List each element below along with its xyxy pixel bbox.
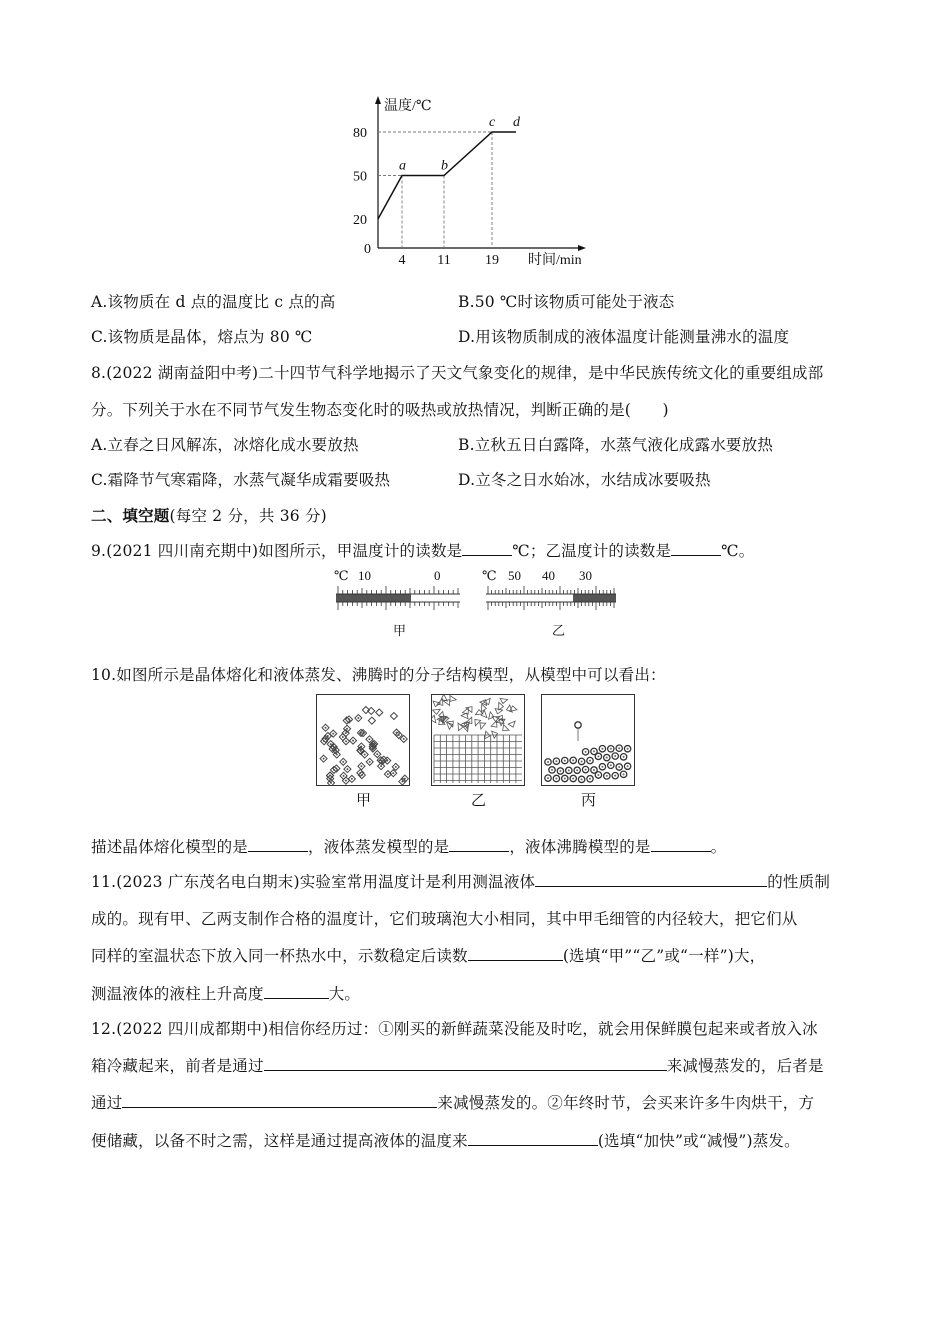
q11-line4: [91, 982, 360, 1004]
q12-text-3a: 通过: [91, 1094, 123, 1112]
q7-option-a: A.该物质在 d 点的温度比 c 点的高: [91, 293, 336, 311]
model-caption-yi: 乙: [471, 791, 487, 809]
model-bing: [541, 694, 635, 786]
model-yi: [431, 694, 525, 786]
q10-text-d: 。: [710, 838, 727, 856]
q11-text-3a: 同样的室温状态下放入同一杯热水中，示数稳定后读数: [91, 947, 468, 965]
thermo-yi-unit: ℃: [482, 568, 497, 583]
q11-text-1a: 11.(2023 广东茂名电白期末)实验室常用温度计是利用测温液体: [91, 873, 536, 891]
y-tick-label: 20: [353, 213, 367, 228]
q11-text-1b: 的性质制: [767, 873, 831, 891]
q12-line3: [91, 1091, 814, 1113]
q11-line3: [91, 944, 765, 966]
thermo-yi-label-50: 50: [508, 568, 521, 583]
origin-label: 0: [364, 242, 371, 257]
y-tick-label: 80: [353, 126, 367, 141]
model-caption-jia: 甲: [356, 791, 372, 809]
q11-line1: [91, 870, 830, 892]
point-label-a: a: [399, 158, 406, 174]
q11-blank-3[interactable]: [264, 983, 329, 999]
q8-option-b: B.立秋五日白露降，水蒸气液化成露水要放热: [458, 436, 774, 454]
q9-text-b: ℃；乙温度计的读数是: [512, 542, 672, 560]
thermo-jia-unit: ℃: [334, 568, 349, 583]
thermo-yi-caption: 乙: [552, 623, 566, 638]
q10-text-a: 描述晶体熔化模型的是: [91, 838, 249, 856]
q12-line1: 12.(2022 四川成都期中)相信你经历过：①刚买的新鲜蔬菜没能及时吃，就会用保鲜膜包起来或者放入冰: [91, 1020, 818, 1038]
point-label-c: c: [489, 115, 496, 130]
q7-option-b: B.50 ℃时该物质可能处于液态: [458, 293, 675, 311]
q11-text-3b: (选填“甲”“乙”或“一样”)大，: [562, 947, 766, 965]
q11-text-4a: 测温液体的液柱上升高度: [91, 985, 264, 1003]
q9-blank-2[interactable]: [671, 540, 721, 556]
q11-line2: 成的。现有甲、乙两支制作合格的温度计，它们玻璃泡大小相同，其中甲毛细管的内径较大，把它们从: [91, 910, 798, 928]
thermo-yi-liquid: [573, 594, 616, 602]
q12-text-2b: 来减慢蒸发的，后者是: [666, 1057, 824, 1075]
y-tick-label: 50: [353, 169, 367, 185]
q8-option-a: A.立春之日风解冻，冰熔化成水要放热: [91, 436, 359, 454]
q11-blank-1[interactable]: [535, 871, 767, 887]
x-axis-label: 时间/min: [528, 253, 582, 268]
q10-answer-line: [91, 835, 726, 857]
thermo-jia-liquid: [336, 594, 411, 602]
model-caption-bing: 丙: [581, 791, 597, 809]
point-label-d: d: [513, 115, 520, 130]
q12-text-3b: 来减慢蒸发的。②年终时节，会买来许多牛肉烘干，方: [437, 1094, 815, 1112]
q10-blank-2[interactable]: [449, 836, 509, 852]
q10-text-c: ，液体沸腾模型的是: [509, 838, 651, 856]
section-title: [91, 504, 327, 526]
q9-stem: [91, 539, 754, 561]
q11-blank-2[interactable]: [468, 945, 563, 961]
q10-blank-1[interactable]: [248, 836, 308, 852]
q10-stem: 10.如图所示是晶体熔化和液体蒸发、沸腾时的分子结构模型，从模型中可以看出：: [91, 666, 666, 684]
thermo-yi-label-40: 40: [542, 568, 555, 583]
thermometer-yi: [480, 565, 620, 645]
q10-text-b: ，液体蒸发模型的是: [308, 838, 450, 856]
q12-blank-1[interactable]: [264, 1055, 667, 1071]
thermo-yi-label-30: 30: [579, 568, 592, 583]
thermometer-jia: [330, 565, 465, 645]
q12-line2: [91, 1054, 824, 1076]
x-tick-label: 19: [485, 253, 499, 268]
q12-blank-2[interactable]: [122, 1092, 437, 1108]
q7-option-d: D.用该物质制成的液体温度计能测量沸水的温度: [458, 328, 790, 346]
q11-text-4b: 大。: [328, 985, 361, 1003]
q9-text-c: ℃。: [721, 542, 755, 560]
q12-blank-3[interactable]: [468, 1130, 598, 1146]
section-title-main: 二、填空题: [91, 506, 170, 525]
q12-text-2a: 箱冷藏起来，前者是通过: [91, 1057, 264, 1075]
q10-blank-3[interactable]: [651, 836, 711, 852]
y-axis-label: 温度/℃: [384, 99, 432, 114]
q9-text-a: 9.(2021 四川南充期中)如图所示，甲温度计的读数是: [91, 542, 463, 560]
q8-stem-line2: 分。下列关于水在不同节气发生物态变化时的吸热或放热情况，判断正确的是( ): [91, 401, 669, 419]
thermo-jia-caption: 甲: [393, 623, 407, 638]
q12-text-4a: 便储藏，以备不时之需，这样是通过提高液体的温度来: [91, 1132, 468, 1150]
q8-option-d: D.立冬之日水始冰，水结成冰要吸热: [458, 471, 711, 489]
section-title-note: (每空 2 分，共 36 分): [169, 507, 327, 525]
q12-text-4b: (选填“加快”或“减慢”)蒸发。: [597, 1132, 800, 1150]
thermo-jia-label-10: 10: [358, 568, 371, 583]
q8-option-c: C.霜降节气寒霜降，水蒸气凝华成霜要吸热: [91, 471, 391, 489]
x-tick-label: 4: [398, 253, 406, 268]
model-jia: [316, 694, 410, 786]
q7-option-c: C.该物质是晶体，熔点为 80 ℃: [91, 328, 313, 346]
thermo-jia-label-0: 0: [434, 568, 441, 583]
q12-line4: [91, 1129, 800, 1151]
q9-blank-1[interactable]: [462, 540, 512, 556]
x-tick-label: 11: [437, 253, 451, 268]
temperature-time-chart: [340, 90, 600, 270]
point-label-b: b: [441, 158, 448, 174]
q8-stem-line1: 8.(2022 湖南益阳中考)二十四节气科学地揭示了天文气象变化的规律，是中华民族传统文化的重要组成部: [91, 364, 824, 382]
